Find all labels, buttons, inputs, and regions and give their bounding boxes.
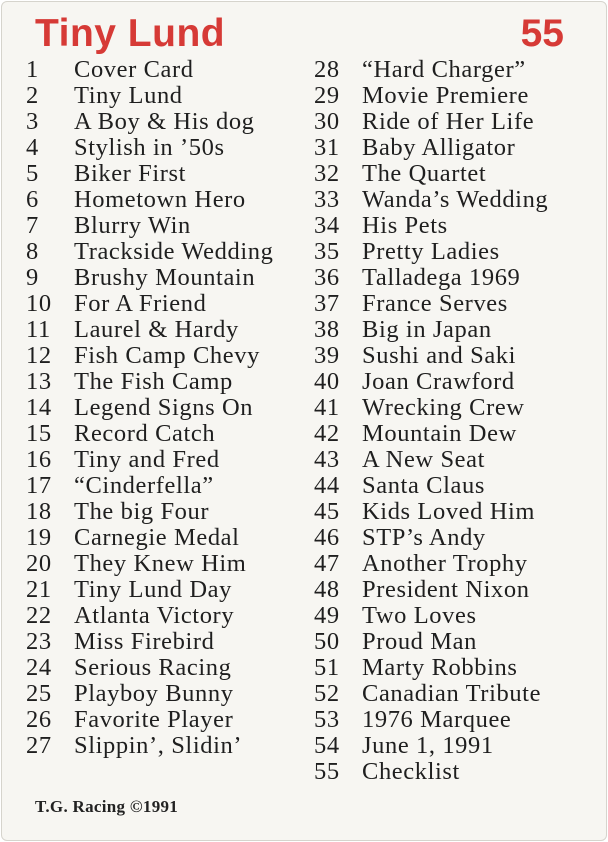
item-label: Mountain Dew [362, 420, 517, 447]
checklist-item [26, 369, 273, 395]
item-number: 25 [26, 680, 52, 707]
item-number: 31 [314, 134, 340, 161]
item-label: Proud Man [362, 628, 477, 655]
item-number: 26 [26, 706, 52, 733]
item-label: Sushi and Saki [362, 342, 517, 369]
checklist-item [26, 629, 273, 655]
item-number: 20 [26, 550, 52, 577]
checklist-item [314, 499, 548, 525]
checklist-item [314, 447, 548, 473]
item-number: 17 [26, 472, 52, 499]
item-label: Biker First [74, 160, 187, 187]
item-number: 4 [26, 134, 39, 161]
checklist-item [26, 421, 273, 447]
item-label: They Knew Him [74, 550, 247, 577]
item-label: Tiny and Fred [74, 446, 220, 473]
checklist-item [26, 239, 273, 265]
item-number: 27 [26, 732, 52, 759]
item-label: Pretty Ladies [362, 238, 500, 265]
checklist-item [314, 213, 548, 239]
item-number: 3 [26, 108, 39, 135]
item-number: 47 [314, 550, 340, 577]
checklist-item [26, 57, 273, 83]
item-number: 16 [26, 446, 52, 473]
item-label: Tiny Lund [74, 82, 183, 109]
item-number: 38 [314, 316, 340, 343]
item-number: 15 [26, 420, 52, 447]
item-label: Trackside Wedding [74, 238, 274, 265]
checklist-item [26, 551, 273, 577]
checklist-item [26, 655, 273, 681]
item-number: 43 [314, 446, 340, 473]
checklist-item [314, 343, 548, 369]
item-label: Blurry Win [74, 212, 191, 239]
item-label: Baby Alligator [362, 134, 516, 161]
checklist-item [314, 473, 548, 499]
checklist-column-right [314, 57, 548, 785]
checklist-item [26, 525, 273, 551]
item-number: 11 [26, 316, 51, 343]
item-label: Wanda’s Wedding [362, 186, 549, 213]
item-number: 52 [314, 680, 340, 707]
item-number: 12 [26, 342, 52, 369]
checklist-item [26, 265, 273, 291]
checklist-item [26, 707, 273, 733]
item-label: Two Loves [362, 602, 477, 629]
checklist-item [26, 473, 273, 499]
checklist-item [314, 681, 548, 707]
card-number: 55 [520, 12, 564, 55]
checklist-item [314, 57, 548, 83]
checklist-item [314, 577, 548, 603]
item-label: The Quartet [362, 160, 487, 187]
checklist-item [314, 733, 548, 759]
item-label: Hometown Hero [74, 186, 246, 213]
item-label: Favorite Player [74, 706, 234, 733]
item-number: 24 [26, 654, 52, 681]
checklist-item [314, 395, 548, 421]
item-number: 49 [314, 602, 340, 629]
item-label: President Nixon [362, 576, 530, 603]
item-label: For A Friend [74, 290, 207, 317]
checklist-item [26, 135, 273, 161]
item-label: Tiny Lund Day [74, 576, 232, 603]
item-number: 14 [26, 394, 52, 421]
item-number: 53 [314, 706, 340, 733]
item-number: 7 [26, 212, 39, 239]
item-number: 10 [26, 290, 52, 317]
checklist-item [26, 447, 273, 473]
item-number: 37 [314, 290, 340, 317]
checklist-item [314, 707, 548, 733]
item-number: 40 [314, 368, 340, 395]
checklist-item [314, 369, 548, 395]
item-number: 51 [314, 654, 340, 681]
item-number: 50 [314, 628, 340, 655]
checklist-item [314, 603, 548, 629]
checklist-item [26, 733, 273, 759]
item-label: The Fish Camp [74, 368, 233, 395]
item-number: 21 [26, 576, 52, 603]
checklist-item [314, 265, 548, 291]
item-label: A New Seat [362, 446, 486, 473]
item-label: Miss Firebird [74, 628, 215, 655]
item-number: 44 [314, 472, 340, 499]
item-number: 22 [26, 602, 52, 629]
item-number: 45 [314, 498, 340, 525]
item-label: Santa Claus [362, 472, 485, 499]
item-label: Fish Camp Chevy [74, 342, 260, 369]
item-number: 23 [26, 628, 52, 655]
item-label: 1976 Marquee [362, 706, 512, 733]
item-number: 42 [314, 420, 340, 447]
item-label: “Cinderfella” [74, 472, 214, 499]
item-number: 18 [26, 498, 52, 525]
item-label: Stylish in ’50s [74, 134, 225, 161]
item-number: 34 [314, 212, 340, 239]
checklist-item [26, 317, 273, 343]
checklist-item [26, 499, 273, 525]
checklist-item [26, 109, 273, 135]
item-label: Slippin’, Slidin’ [74, 732, 243, 759]
checklist-card [1, 1, 607, 841]
item-number: 9 [26, 264, 39, 291]
item-label: June 1, 1991 [362, 732, 494, 759]
item-label: The big Four [74, 498, 210, 525]
item-number: 30 [314, 108, 340, 135]
item-label: Legend Signs On [74, 394, 254, 421]
item-label: Laurel & Hardy [74, 316, 239, 343]
item-label: Another Trophy [362, 550, 528, 577]
item-label: Brushy Mountain [74, 264, 256, 291]
item-label: Movie Premiere [362, 82, 529, 109]
item-number: 5 [26, 160, 39, 187]
checklist-item [26, 187, 273, 213]
item-label: Talladega 1969 [362, 264, 521, 291]
item-label: Ride of Her Life [362, 108, 535, 135]
checklist-item [26, 681, 273, 707]
item-label: Kids Loved Him [362, 498, 536, 525]
checklist-item [314, 109, 548, 135]
item-number: 55 [314, 758, 340, 785]
checklist-item [314, 161, 548, 187]
item-number: 46 [314, 524, 340, 551]
card-title: Tiny Lund [35, 12, 226, 55]
checklist-item [314, 135, 548, 161]
checklist-item [26, 83, 273, 109]
item-label: Atlanta Victory [74, 602, 235, 629]
checklist-item [26, 161, 273, 187]
checklist-item [26, 343, 273, 369]
item-label: Record Catch [74, 420, 216, 447]
item-label: Serious Racing [74, 654, 232, 681]
item-label: Canadian Tribute [362, 680, 542, 707]
item-number: 28 [314, 56, 340, 83]
checklist-item [314, 525, 548, 551]
item-label: Marty Robbins [362, 654, 518, 681]
item-label: STP’s Andy [362, 524, 486, 551]
item-number: 2 [26, 82, 39, 109]
item-label: “Hard Charger” [362, 56, 526, 83]
checklist-item [314, 759, 548, 785]
item-label: His Pets [362, 212, 448, 239]
item-label: Playboy Bunny [74, 680, 234, 707]
checklist-item [314, 239, 548, 265]
checklist-item [314, 291, 548, 317]
item-number: 39 [314, 342, 340, 369]
item-number: 54 [314, 732, 340, 759]
item-label: Wrecking Crew [362, 394, 525, 421]
item-number: 29 [314, 82, 340, 109]
item-number: 36 [314, 264, 340, 291]
item-number: 33 [314, 186, 340, 213]
item-number: 19 [26, 524, 52, 551]
item-label: Cover Card [74, 56, 194, 83]
checklist-item [26, 395, 273, 421]
checklist-item [314, 317, 548, 343]
item-number: 6 [26, 186, 39, 213]
item-label: Joan Crawford [362, 368, 515, 395]
item-label: Checklist [362, 758, 460, 785]
checklist-item [314, 83, 548, 109]
item-label: Big in Japan [362, 316, 492, 343]
checklist-column-left [26, 57, 273, 759]
checklist-item [314, 551, 548, 577]
checklist-item [314, 421, 548, 447]
item-label: Carnegie Medal [74, 524, 240, 551]
item-number: 32 [314, 160, 340, 187]
checklist-item [314, 187, 548, 213]
item-label: A Boy & His dog [74, 108, 255, 135]
checklist-item [26, 603, 273, 629]
item-number: 1 [26, 56, 39, 83]
item-number: 13 [26, 368, 52, 395]
copyright-footer: T.G. Racing ©1991 [35, 797, 179, 816]
item-label: France Serves [362, 290, 508, 317]
checklist-item [314, 629, 548, 655]
item-number: 35 [314, 238, 340, 265]
item-number: 41 [314, 394, 340, 421]
item-number: 8 [26, 238, 39, 265]
item-number: 48 [314, 576, 340, 603]
checklist-item [314, 655, 548, 681]
checklist-item [26, 577, 273, 603]
checklist-item [26, 291, 273, 317]
checklist-item [26, 213, 273, 239]
